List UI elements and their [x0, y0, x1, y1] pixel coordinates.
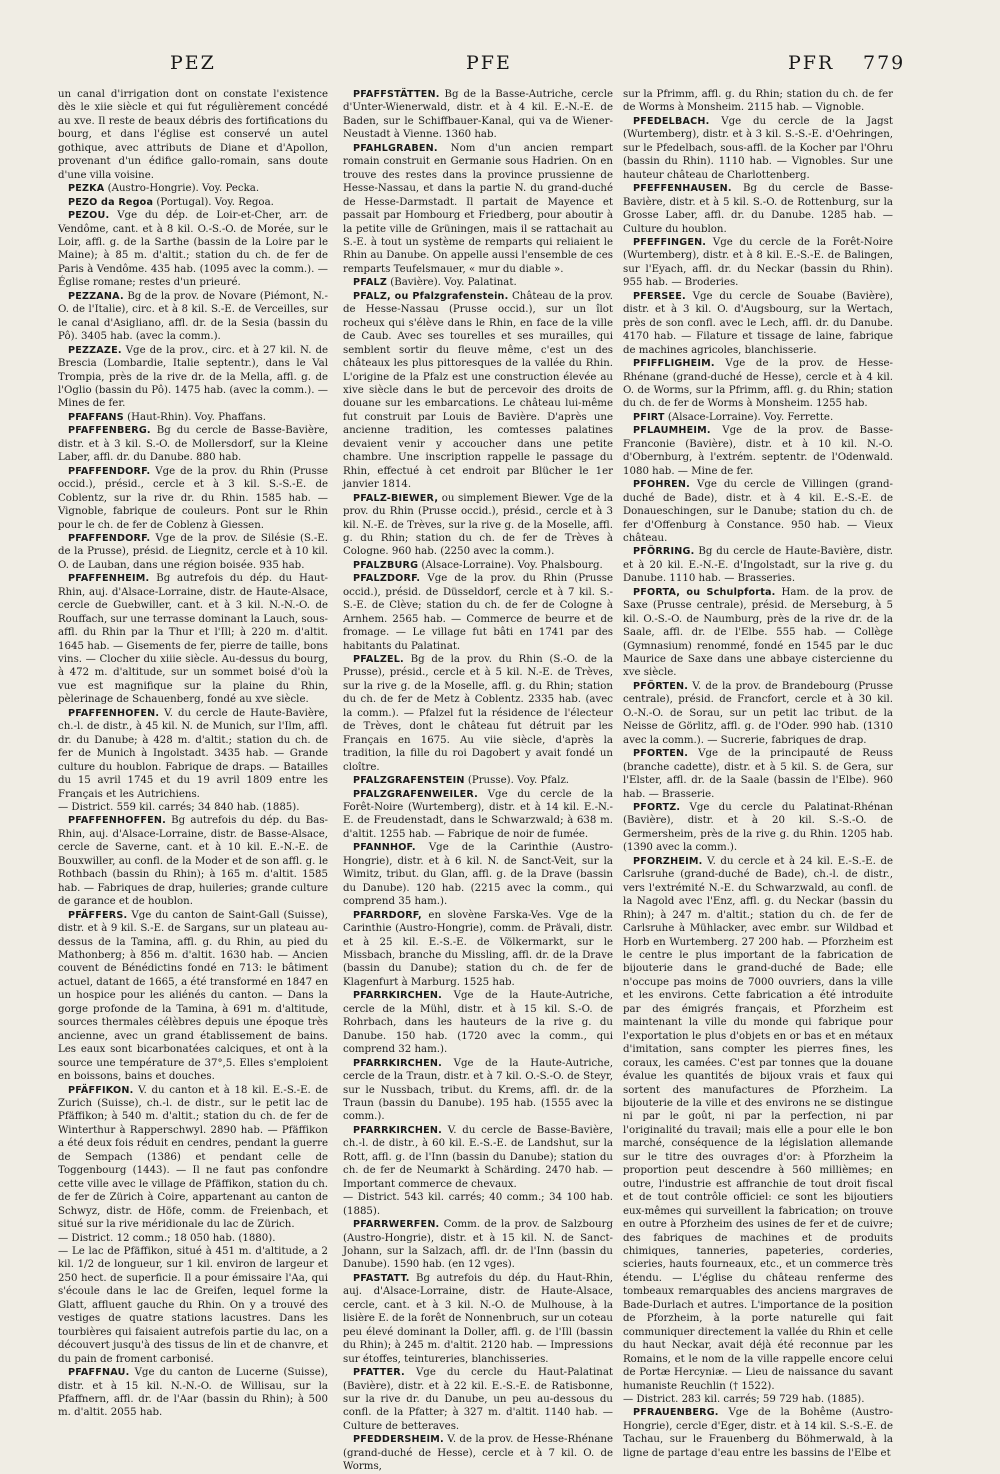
entry-text: Comm. de la prov. de Salzbourg (Austro-Hongrie), distr. et à 15 kil. N. de Sanct-Johann, sur la Salzach, affl. dr. de l'Inn (bassin du Danube). 1590 hab. (en 12 vges). — [343, 1219, 613, 1271]
dictionary-entry — [58, 801, 328, 814]
entry-headword: PFRAUENBERG. — [633, 1407, 719, 1419]
entry-headword: PFAFFENBERG. — [68, 425, 151, 437]
entry-text: V. de la prov. de Brandebourg (Prusse centrale), présid. de Francfort, cercle et à 30 kil. O.-N.-O. de Sorau, sur un petit lac tribut. de la Neisse de Görlitz, affl. g. de l'Oder. 990 hab. (1310 avec la comm.). — Sucrerie, fabriques de drap. — [623, 680, 893, 746]
dictionary-entry — [623, 88, 893, 115]
entry-text: (Austro-Hongrie). Voy. Pecka. — [107, 183, 260, 195]
dictionary-entry — [343, 653, 613, 774]
dictionary-entry — [58, 182, 328, 195]
entry-text: Vge du canton de Lucerne (Suisse), distr. et à 15 kil. N.-N.-O. de Willisau, sur la Pfaffnern, affl. dr. de l'Aar (bassin du Rhin); à 500 m. d'altit. 2055 hab. — [58, 1367, 328, 1419]
entry-headword: PFIRT — [633, 411, 665, 423]
entry-headword: PFANNHOF. — [353, 842, 416, 854]
dictionary-entry — [343, 559, 613, 572]
entry-text: Vge du cercle du Haut-Palatinat (Bavière), distr. et à 22 kil. E.-S.-E. de Ratisbonne, sur la rive dr. du Danube, un peu au-dessous du confl. de la Pfatter; à 327 m. d'altit. 1140 hab. — Culture de betteraves. — [343, 1367, 613, 1432]
dictionary-entry — [58, 532, 328, 572]
entry-headword: PFALZGRAFENSTEIN — [353, 775, 465, 787]
dictionary-entry — [343, 841, 613, 908]
entry-headword: PFALZDORF. — [353, 573, 421, 585]
entry-text: Vge de la Bohême (Austro-Hongrie), cercle d'Eger, distr. et à 14 kil. S.-S.-E. de Tachau, sur le Frauenberg du Böhmerwald, à la ligne de partage d'eau entre les bassins de l'Elbe et — [623, 1407, 893, 1459]
entry-headword: PFÖRRING. — [633, 546, 695, 558]
entry-text: (Prusse). Voy. Pfalz. — [467, 775, 570, 787]
column-2 — [343, 88, 613, 1473]
page-header — [58, 52, 908, 82]
entry-text: sur la Pfrimm, affl. g. du Rhin; station du ch. de fer de Worms à Monsheim. 2115 hab. — Vignoble. — [623, 89, 893, 114]
dictionary-entry — [58, 1245, 328, 1366]
entry-text: V. du cercle de Basse-Bavière, ch.-l. de distr., à 60 kil. E.-S.-E. de Landshut, sur la Rott, affl. g. de l'Inn (bassin du Danube); station du ch. de fer de Neumarkt à Schärding. 2470 hab. — Important commerce de chevaux. — [343, 1124, 613, 1190]
entry-text: V. du cercle de Haute-Bavière, ch.-l. de distr., à 45 kil. N. de Munich, sur l'Ilm, affl. dr. du Danube; à 428 m. d'altit.; station du ch. de fer de Munich à Ingolstadt. 3435 hab. — Grande culture du houblon. Fabrique de draps. — Batailles du 15 avril 1745 et du 19 avril 1809 entre les Français et les Autrichiens. — [58, 707, 328, 800]
dictionary-entry — [58, 209, 328, 290]
entry-text: — District. 543 kil. carrés; 40 comm.; 34 100 hab. (1885). — [343, 1192, 613, 1217]
dictionary-entry — [58, 814, 328, 908]
entry-headword: PFALZ — [353, 277, 387, 289]
dictionary-entry — [58, 909, 328, 1084]
entry-text: Vge du cercle de Villingen (grand-duché de Bade), distr. et à 4 kil. E.-S.-E. de Donaueschingen, sur le Danube; station du ch. de fer d'Offenburg à Constance. 950 hab. — Vieux château. — [623, 479, 893, 544]
header-center-word: PFE — [466, 52, 512, 74]
dictionary-entry — [343, 1366, 613, 1433]
entry-headword: PFÄFFERS. — [68, 909, 128, 921]
entry-headword: PFARRKIRCHEN. — [353, 1057, 442, 1069]
entry-text: Vge de la prov., circ. et à 27 kil. N. de Brescia (Lombardie, Italie septentr.), dans le Val Trompia, près de la rive dr. de la Mella, affl. g. de l'Oglio (bassin du Pô). 1475 hab. (avec la comm.). — Mines de fer. — [58, 344, 328, 410]
dictionary-entry — [623, 545, 893, 585]
dictionary-entry — [58, 572, 328, 707]
entry-headword: PFAFFSTÄTTEN. — [353, 89, 440, 100]
entry-headword: PFAFFENDORF. — [68, 465, 151, 477]
entry-text: Vge de la Carinthie (Austro-Hongrie), distr. et à 6 kil. N. de Sanct-Veit, sur la Wimitz, tribut. du Glan, affl. g. de la Drave (bassin du Danube). 120 hab. (2215 avec la comm., qui comprend 35 ham.). — [343, 842, 613, 908]
dictionary-entry — [623, 236, 893, 290]
entry-text: Bg autrefois du dép. du Haut-Rhin, auj. d'Alsace-Lorraine, distr. de Haute-Alsace, cercle, cant. et à 3 kil. N.-O. de Mulhouse, à la lisière E. de la forêt de Nonnenbruch, sur un coteau peu élevé dominant la Doller, affl. g. de l'Ill (bassin du Rhin); à 245 m. d'altit. 2120 hab. — Impressions sur étoffes, teintureries, blanchisseries. — [343, 1272, 613, 1365]
dictionary-entry — [58, 465, 328, 532]
dictionary-entry — [58, 707, 328, 801]
dictionary-entry — [343, 989, 613, 1056]
dictionary-columns — [58, 88, 908, 1473]
entry-headword: PFORZHEIM. — [633, 855, 703, 867]
dictionary-entry — [343, 1124, 613, 1191]
entry-headword: PFEDDERSHEIM. — [353, 1434, 444, 1446]
dictionary-entry — [623, 411, 893, 424]
dictionary-entry — [58, 344, 328, 411]
entry-text: (Haut-Rhin). Voy. Phaffans. — [127, 411, 266, 423]
entry-text: Vge de la prov. du Rhin (Prusse occid.), présid., cercle et à 3 kil. S.-S.-E. de Coblentz, sur la rive dr. du Rhin. 1585 hab. — Vignoble, fabrique de couleurs. Pont sur le Rhin pour le ch. de fer de Coblenz à Giessen. — [58, 465, 328, 531]
entry-text: Vge du cercle de la Forêt-Noire (Wurtemberg), distr. et à 14 kil. E.-N.-E. de Freudenstadt, dans le Schwarzwald; à 638 m. d'altit. 1255 hab. — Fabrique de noir de fumée. — [343, 788, 613, 840]
dictionary-entry — [623, 290, 893, 357]
entry-text: V. du cercle et à 24 kil. E.-S.-E. de Carlsruhe (grand-duché de Bade), ch.-l. de distr., vers l'extrémité N.-E. du Schwarzwald, au confl. de la Nagold avec l'Enz, affl. g. du Neckar (bassin du Rhin); à 247 m. d'altit.; station du ch. de fer de Carlsruhe à Mühlacker, avec embr. sur Wildbad et Horb en Wurtemberg. 27 200 hab. — Pforzheim est le centre le plus important de la fabrication de bijouterie dans le grand-duché de Bade; elle n'occupe pas moins de 7000 ouvriers, dans la ville et les environs. Cette fabrication a été introduite par des émigrés français, et Pforzheim est maintenant la ville du monde qui fabrique pour l'exportation le plus d'objets en or bas et en métaux d'imitation, sans compter les pierres fines, les coraux, les camées. C'est par tonnes que la douane évalue les quantités de bijoux vrais et faux qui sortent des manufactures de Pforzheim. La bijouterie de la ville et des environs ne se distingue ni par le goût, ni par la perfection, ni par l'originalité du travail; mais elle a pour elle le bon marché, conséquence de la législation allemande sur le titre des ouvrages d'or: à Pforzheim la proportion peut descendre à 560 millièmes; en outre, l'industrie est affranchie de tout droit fiscal et de tout contrôle officiel: ce sont les bijoutiers eux-mêmes qui surveillent la fabrication; on trouve en outre à Pforzheim des usines de fer et de cuivre; des fabriques de machines et de produits chimiques, tanneries, papeteries, corderies, scieries, hauts fourneaux, etc., et un commerce très étendu. — L'église du château renferme des tombeaux remarquables des anciens margraves de Bade-Durlach et autres. L'importance de la position de Pforzheim, à la porte naturelle qui fait communiquer directement la vallée du Rhin et celle du haut Neckar, avait déjà été reconnue par les Romains, et le nom de la ville rappelle encore celui de Portæ Hercyniæ. — Lieu de naissance du savant humaniste Reuchlin († 1522). — [623, 855, 893, 1392]
entry-text: Château de la prov. de Hesse-Nassau (Prusse occid.), sur un îlot rocheux qui s'élève dans le Rhin, en face de la ville de Caub. Avec ses tourelles et ses murailles, qui semblent sortir du fleuve même, c'est un des châteaux les plus pittoresques de la vallée du Rhin. L'origine de la Pfalz est une construction élevée au xive siècle dans le but de percevoir des droits de douane sur les embarcations. Le château lui-même fut construit par Louis de Bavière. D'après une ancienne tradition, les comtesses palatines devaient venir y accoucher dans une petite chambre. Une inscription rappelle le passage du Rhin, effectué à cet endroit par Blücher le 1er janvier 1814. — [343, 290, 613, 491]
dictionary-entry — [623, 115, 893, 182]
entry-headword: PFEDELBACH. — [633, 115, 710, 127]
entry-text: Vge de la prov. de Silésie (S.-E. de la Prusse), présid. de Liegnitz, cercle et à 10 kil. O. de Lauban, dans une région boisée. 935 hab. — [58, 532, 328, 571]
entry-text: Bg de la prov. de Novare (Piémont, N.-O. de l'Italie), circ. et à 8 kil. S.-E. de Verceilles, sur le canal d'Asigliano, affl. dr. de la Sesia (bassin du Pô). 3405 hab. (avec la comm.). — [58, 290, 328, 343]
dictionary-entry — [623, 478, 893, 545]
entry-text: Vge de la principauté de Reuss (branche cadette), distr. et à 5 kil. S. de Gera, sur l'Elster, affl. dr. de la Saale (bassin de l'Elbe). 960 hab. — Brasserie. — [623, 748, 893, 800]
dictionary-entry — [623, 586, 893, 680]
entry-text: Bg du cercle de Haute-Bavière, distr. et à 20 kil. E.-N.-E. d'Ingolstadt, sur la rive g. du Danube. 1110 hab. — Brasseries. — [623, 546, 893, 585]
entry-text: Vge du cercle de Souabe (Bavière), distr. et à 3 kil. O. d'Augsbourg, sur la Wertach, près de son confl. avec le Lech, affl. dr. du Danube. 4170 hab. — Filature et tissage de laine, fabrique de machines agricoles, blanchisserie. — [623, 290, 893, 356]
dictionary-entry — [343, 1191, 613, 1218]
entry-headword: PFAFFENHOFFEN. — [68, 815, 166, 827]
entry-text: (Bavière). Voy. Palatinat. — [390, 277, 517, 289]
dictionary-entry — [343, 788, 613, 842]
entry-text: Bg autrefois du dép. du Bas-Rhin, auj. d'Alsace-Lorraine, distr. de Basse-Alsace, cercle de Saverne, cant. et à 10 kil. E.-N.-E. de Bouxwiller, au confl. de la Moder et de son affl. g. le Rothbach (bassin du Rhin); à 165 m. d'altit. 1585 hab. — Fabriques de drap, huileries; grande culture de garance et de houblon. — [58, 815, 328, 908]
entry-headword: PFASTATT. — [353, 1272, 410, 1284]
column-1 — [58, 88, 328, 1419]
dictionary-entry — [623, 424, 893, 478]
dictionary-entry — [343, 1272, 613, 1366]
dictionary-entry — [343, 88, 613, 142]
dictionary-entry — [623, 1406, 893, 1460]
page-number: 779 — [863, 52, 906, 74]
entry-text: Vge du cercle de la Jagst (Wurtemberg), distr. et à 3 kil. S.-S.-E. d'Oehringen, sur le Pfedelbach, sous-affl. de la Kocher par l'Ohru (bassin du Rhin). 1110 hab. — Vignobles. Sur une hauteur château de Charlottenberg. — [623, 115, 893, 181]
column-3 — [623, 88, 893, 1459]
dictionary-entry — [343, 1057, 613, 1124]
entry-headword: PFÖRTEN. — [633, 680, 689, 692]
entry-headword: PFALZ-BIEWER, — [353, 492, 439, 504]
dictionary-entry — [343, 909, 613, 990]
entry-headword: PFALZGRAFENWEILER. — [353, 788, 478, 800]
entry-text: (Alsace-Lorraine). Voy. Phalsbourg. — [421, 559, 603, 571]
dictionary-entry — [343, 290, 613, 492]
dictionary-entry — [623, 855, 893, 1393]
dictionary-entry — [343, 142, 613, 277]
entry-text: Vge du cercle du Palatinat-Rhénan (Bavière), distr. et à 20 kil. S.-S.-O. de Germersheim, près de la rive g. du Rhin. 1205 hab. (1390 avec la comm.). — [623, 802, 893, 854]
entry-text: (Alsace-Lorraine). Voy. Ferrette. — [667, 411, 834, 423]
dictionary-entry — [623, 1393, 893, 1406]
dictionary-entry — [623, 680, 893, 747]
entry-text: Vge du dép. de Loir-et-Cher, arr. de Vendôme, cant. et à 8 kil. O.-S.-O. de Morée, sur le Loir, affl. g. de la Sarthe (bassin de la Loire par le Maine); à 85 m. d'altit.; station du ch. de fer de Paris à Vendôme. 435 hab. (1095 avec la comm.). — Église romane; restes d'un prieuré. — [58, 210, 328, 289]
entry-text: Bg autrefois du dép. du Haut-Rhin, auj. d'Alsace-Lorraine, distr. de Haute-Alsace, cercle de Guebwiller, cant. et à 3 kil. N.-N.-O. de Rouffach, sur une terrasse dominant la Lauch, sous-affl. du Rhin par la Thur et l'Ill; à 220 m. d'altit. 1645 hab. — Gisements de fer, pierre de taille, bons vins. — Clocher du xiiie siècle. Au-dessus du bourg, à 472 m. d'altitude, sur un sommet boisé d'où la vue est magnifique sur la plaine du Rhin, pèlerinage de Schauenberg, fondé au xve siècle. — [58, 573, 328, 706]
entry-headword: PFORTZ. — [633, 802, 681, 814]
entry-headword: PFALZEL. — [353, 654, 404, 666]
dictionary-entry — [58, 424, 328, 464]
entry-text: Bg du cercle de Basse-Bavière, distr. et à 5 kil. S.-O. de Rottenburg, sur la Grosse Laber, affl. dr. du Danube. 1285 hab. — Culture du houblon. — [623, 183, 893, 235]
entry-text: Vge de la prov. de Basse-Franconie (Bavière), distr. et à 10 kil. N.-O. d'Obernburg, à l'extrém. septentr. de l'Odenwald. 1080 hab. — Mine de fer. — [623, 425, 893, 477]
entry-headword: PFARRDORF, — [353, 909, 422, 921]
entry-headword: PFÄFFIKON. — [68, 1084, 134, 1096]
dictionary-entry — [623, 182, 893, 236]
entry-text: V. de la prov. de Hesse-Rhénane (grand-duché de Hesse), cercle et à 7 kil. O. de Worms, — [343, 1434, 613, 1473]
entry-headword: PEZOU. — [68, 210, 110, 222]
entry-headword: PEZO da Regoa — [68, 196, 154, 208]
entry-text: Vge du canton de Saint-Gall (Suisse), distr. et à 9 kil. S.-E. de Sargans, sur un plateau au-dessus de la Tamina, affl. g. du Rhin, au pied du Mathonberg; à 856 m. d'altit. 1630 hab. — Ancien couvent de Bénédictins fondé en 713: le bâtiment actuel, datant de 1665, a été transformé en 1847 en un hospice pour les aliénés du canton. — Dans la gorge profonde de la Tamina, à 691 m. d'altitude, sources thermales célèbres depuis une époque très ancienne, avec un grand établissement de bains. Les eaux sont bicarbonatées calciques, et ont à la source une température de 37°,5. Elles s'emploient en boissons, bains et douches. — [58, 909, 328, 1083]
entry-headword: PFAFFENHEIM. — [68, 573, 150, 585]
dictionary-entry — [343, 1433, 613, 1473]
entry-text: V. du canton et à 18 kil. E.-S.-E. de Zurich (Suisse), ch.-l. de distr., sur le petit lac de Pfäffikon; à 540 m. d'altit.; station du ch. de fer de Winterthur à Rapperschwyl. 2890 hab. — Pfäffikon a été deux fois réduit en cendres, pendant la guerre de Sempach (1386) et pendant celle de Toggenbourg (1443). — Il ne faut pas confondre cette ville avec le village de Pfäffikon, station du ch. de fer de Zürich à Coire, appartenant au canton de Schwyz, distr. de Höfe, comm. de Freienbach, et situé sur la rive méridionale du lac de Zürich. — [58, 1084, 328, 1231]
entry-text: Vge de la prov. du Rhin (Prusse occid.), présid. de Düsseldorf, cercle et à 7 kil. S.-S.-E. de Clève; station du ch. de fer de Cologne à Arnhem. 2565 hab. — Commerce de beurre et de fromage. — Le village fut bâti en 1741 par des habitants du Palatinat. — [343, 573, 613, 652]
entry-headword: PFAFFANS — [68, 411, 124, 423]
entry-text: Vge de la prov. de Hesse-Rhénane (grand-duché de Hesse), cercle et à 4 kil. O. de Worms, sur la Pfrimm, affl. g. du Rhin; station du ch. de fer de Worms à Monsheim. 1255 hab. — [623, 358, 893, 410]
entry-headword: PEZZANA. — [68, 290, 124, 302]
entry-headword: PEZKA — [68, 183, 105, 195]
entry-headword: PFAFFENDORF. — [68, 532, 151, 544]
entry-text: — Le lac de Pfäffikon, situé à 451 m. d'altitude, a 2 kil. 1/2 de longueur, sur 1 kil. environ de largeur et 250 hect. de superficie. Il a pour émissaire l'Aa, qui s'écoule dans le lac de Greifen, lequel forme la Glatt, affluent gauche du Rhin. On y a trouvé des vestiges de quatre stations lacustres. Dans les tourbières qui faisaient autrefois partie du lac, on a découvert jusqu'à des tissus de lin et de chanvre, et du pain de froment carbonisé. — [58, 1245, 328, 1365]
header-left-word: PEZ — [170, 52, 216, 74]
dictionary-entry — [623, 801, 893, 855]
dictionary-entry — [343, 774, 613, 787]
dictionary-entry — [58, 1084, 328, 1232]
entry-text: Ham. de la prov. de Saxe (Prusse centrale), présid. de Merseburg, à 5 kil. O.-S.-O. de Naumburg, près de la rive dr. de la Saale, affl. dr. de l'Elbe. 555 hab. — Collège (Gymnasium) renommé, fondé en 1545 par le duc Maurice de Saxe dans une abbaye cistercienne du xve siècle. — [623, 586, 893, 679]
dictionary-entry — [58, 1366, 328, 1420]
entry-headword: PEZZAZE. — [68, 344, 122, 356]
entry-headword: PFALZBURG — [353, 559, 419, 571]
entry-headword: PFIFFLIGHEIM. — [633, 358, 715, 370]
entry-text: Nom d'un ancien rempart romain construit en Germanie sous Hadrien. On en trouve des restes dans la province prussienne de Hesse-Nassau, et dans la partie N. du grand-duché de Hesse-Darmstadt. Il partait de Mayence et passait par Hombourg et Friedberg, pour aboutir à la petite ville de Grüningen, mais il se rattachait au S.-E. à tout un système de remparts qui reliaient le Rhin au Danube. On appelle aussi l'ensemble de ces remparts Teufelsmauer, « mur du diable ». — [343, 142, 613, 275]
entry-text: — District. 559 kil. carrés; 34 840 hab. (1885). — [58, 802, 300, 814]
entry-text: — District. 12 comm.; 18 050 hab. (1880). — [58, 1232, 276, 1244]
entry-headword: PFORTA, ou Schulpforta. — [633, 586, 776, 598]
entry-headword: PFAFFNAU. — [68, 1367, 130, 1379]
entry-headword: PFARRWERFEN. — [353, 1219, 440, 1231]
dictionary-entry — [623, 357, 893, 411]
entry-headword: PFARRKIRCHEN. — [353, 1124, 442, 1136]
dictionary-entry — [58, 88, 328, 182]
entry-text: ou simplement Biewer. Vge de la prov. du Rhin (Prusse occid.), présid., cercle et à 3 kil. N.-E. de Trèves, sur la rive g. de la Moselle, affl. g. du Rhin; station du ch. de fer de Trèves à Cologne. 960 hab. (2250 avec la comm.). — [343, 492, 613, 558]
entry-headword: PFEFFENHAUSEN. — [633, 183, 732, 195]
entry-headword: PFERSEE. — [633, 290, 686, 302]
entry-headword: PFLAUMHEIM. — [633, 425, 711, 437]
dictionary-entry — [58, 411, 328, 424]
dictionary-entry — [58, 1232, 328, 1245]
entry-text: un canal d'irrigation dont on constate l'existence dès le xiie siècle et qui fut régulièrement concédé au xve. Il reste de beaux débris des fortifications du bourg, et dans l'église est conservé un autel gothique, avec attributs de Diane et d'Apollon, provenant d'un édifice gallo-romain, sans doute d'une villa voisine. — [58, 89, 328, 181]
entry-text: Vge de la Haute-Autriche, cercle de la Traun, distr. et à 7 kil. O.-S.-O. de Steyr, sur le Nussbach, tribut. du Krems, affl. dr. de la Traun (bassin du Danube). 195 hab. (1555 avec la comm.). — [343, 1057, 613, 1123]
dictionary-entry — [343, 276, 613, 289]
header-right-word: PFR — [788, 52, 835, 74]
entry-headword: PFALZ, ou Pfalzgrafenstein. — [353, 290, 509, 302]
entry-text: Vge de la Haute-Autriche, cercle de la Mühl, distr. et à 15 kil. S.-O. de Rohrbach, dans les hauteurs de la rive g. du Danube. 150 hab. (1720 avec la comm., qui comprend 32 ham.). — [343, 990, 613, 1056]
entry-text: en slovène Farska-Ves. Vge de la Carinthie (Austro-Hongrie), comm. de Prävali, distr. et à 25 kil. E.-S.-E. de Völkermarkt, sur le Missbach, branche du Missling, affl. dr. de la Drave (bassin du Danube); station du ch. de fer de Klagenfurt à Marburg. 1525 hab. — [343, 909, 613, 988]
entry-headword: PFAFFENHOFEN. — [68, 707, 160, 719]
entry-text: Bg du cercle de Basse-Bavière, distr. et à 3 kil. S.-O. de Mollersdorf, sur la Kleine Laber, affl. dr. du Danube. 880 hab. — [58, 425, 328, 464]
entry-headword: PFARRKIRCHEN. — [353, 990, 442, 1002]
dictionary-entry — [343, 572, 613, 653]
dictionary-entry — [623, 747, 893, 801]
entry-headword: PFATTER. — [353, 1367, 405, 1379]
entry-text: (Portugal). Voy. Regoa. — [156, 196, 274, 208]
entry-headword: PFEFFINGEN. — [633, 236, 707, 248]
entry-headword: PFORTEN. — [633, 748, 689, 760]
dictionary-entry — [343, 1218, 613, 1272]
entry-text: Bg de la Basse-Autriche, cercle d'Unter-Wienerwald, distr. et à 4 kil. E.-N.-E. de Baden, sur le Schiffbauer-Kanal, qui va de Wiener-Neustadt à Vienne. 1360 hab. — [343, 89, 613, 141]
dictionary-entry — [58, 290, 328, 344]
entry-text: Vge du cercle de la Forêt-Noire (Wurtemberg), distr. et à 8 kil. E.-S.-E. de Balingen, sur l'Eyach, affl. dr. du Neckar (bassin du Rhin). 955 hab. — Broderies. — [623, 236, 893, 289]
dictionary-entry — [343, 492, 613, 559]
entry-headword: PFOHREN. — [633, 479, 690, 491]
entry-headword: PFAHLGRABEN. — [353, 142, 438, 154]
entry-text: — District. 283 kil. carrés; 59 729 hab. (1885). — [623, 1393, 865, 1405]
dictionary-entry — [58, 196, 328, 209]
entry-text: Bg de la prov. du Rhin (S.-O. de la Prusse), présid., cercle et à 5 kil. N.-E. de Trèves, sur la rive g. de la Moselle, affl. g. du Rhin; station du ch. de fer de Metz à Coblentz. 2335 hab. (avec la comm.). — Pfalzel fut la résidence de l'électeur de Trèves, dont le château fut détruit par les Français en 1675. Au viie siècle, d'après la tradition, la fille du roi Dagobert y avait fondé un cloître. — [343, 654, 613, 773]
